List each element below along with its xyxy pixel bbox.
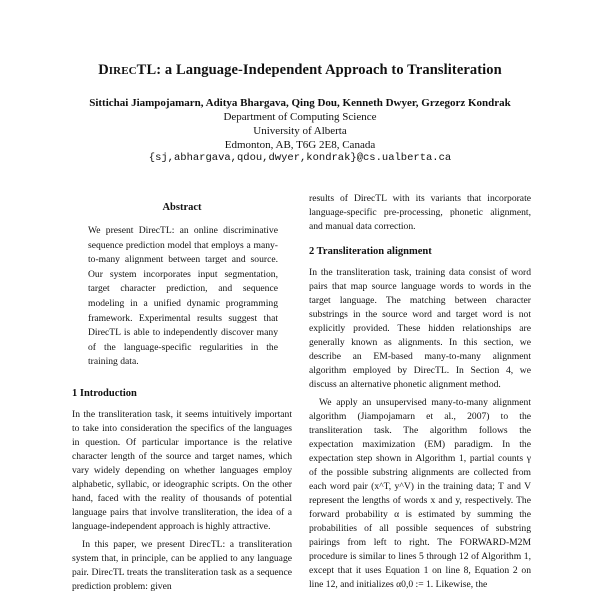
intro-paragraph-2: In this paper, we present DirecTL: a transliteration system that, in principle, can be applied to any language pair. DirecTL treats the transliteration task as a sequence prediction problem: given [72, 539, 292, 592]
abstract-text: We present DirecTL: an online discriminative sequence prediction model that employs a many-to-many alignment between target and source. Our system incorporates input segmentation, target character prediction, and sequence modeling in a unified dynamic programming framework. Experimental results suggest that DirecTL is able to independently discover many of the language-specific regularities in the training data. [88, 225, 278, 368]
intro-heading: 1 Introduction [72, 388, 137, 399]
title-prefix-d: D [98, 62, 109, 78]
alignment-heading: 2 Transliteration alignment [309, 246, 432, 257]
right-column-continuation [309, 192, 531, 234]
address: Edmonton, AB, T6G 2E8, Canada [224, 139, 376, 151]
author-list: Sittichai Jiampojamarn, Aditya Bhargava, Qing Dou, Kenneth Dwyer, Grzegorz Kondrak [89, 97, 511, 109]
title-rest: : a Language-Independent Approach to Transliteration [156, 62, 502, 78]
title-prefix-tl: TL [136, 62, 157, 78]
alignment-paragraph-2: We apply an unsupervised many-to-many alignment algorithm (Jiampojamarn et al., 2007) to the transliteration task. The algorithm follows the expectation maximization (EM) paradigm. In the expectation step shown in Algorithm 1, partial counts γ of the possible substring alignments are collected from each word pair (x^T, y^V) in the training data; T and V represent the lengths of words x and y, respectively. The forward probability α is estimated by summing the probabilities of all possible sequences of substring pairings from left to right. The FORWARD-M2M procedure is similar to lines 5 through 12 of Algorithm 1, except that it uses Equation 1 on line 8, Equation 2 on line 12, and initializes α0,0 := 1. Likewise, the [309, 397, 531, 590]
department: Department of Computing Science [223, 111, 377, 123]
title-prefix-irec: IREC [108, 65, 137, 77]
alignment-body [309, 266, 531, 592]
university: University of Alberta [253, 125, 347, 137]
continuation-paragraph: results of DirecTL with its variants that incorporate language-specific pre-processing, phonetic alignment, and manual data correction. [309, 193, 531, 232]
intro-paragraph-1: In the transliteration task, it seems intuitively important to take into consideration the specifics of the languages in question. Of particular importance is the relative character length of the source and target names, which vary widely depending on whether languages employ alphabetic, syllabic, or ideographic scripts. On the other hand, faced with the reality of thousands of potential language pairs that involve transliteration, the idea of a language-independent approach is highly attractive. [72, 409, 292, 532]
alignment-paragraph-1: In the transliteration task, training data consist of word pairs that map source language words to words in the target language. The matching between character substrings in the source word and target word is not explicitly provided. These hidden relationships are generally known as alignments. In this section, we describe an EM-based many-to-many alignment algorithm employed by DirecTL. In Section 4, we discuss an alternative phonetic alignment method. [309, 267, 531, 390]
paper-title [0, 62, 600, 79]
email-list: {sj,abhargava,qdou,dwyer,kondrak}@cs.ualberta.ca [148, 152, 452, 164]
intro-body [72, 408, 292, 594]
abstract-heading: Abstract [162, 202, 202, 213]
